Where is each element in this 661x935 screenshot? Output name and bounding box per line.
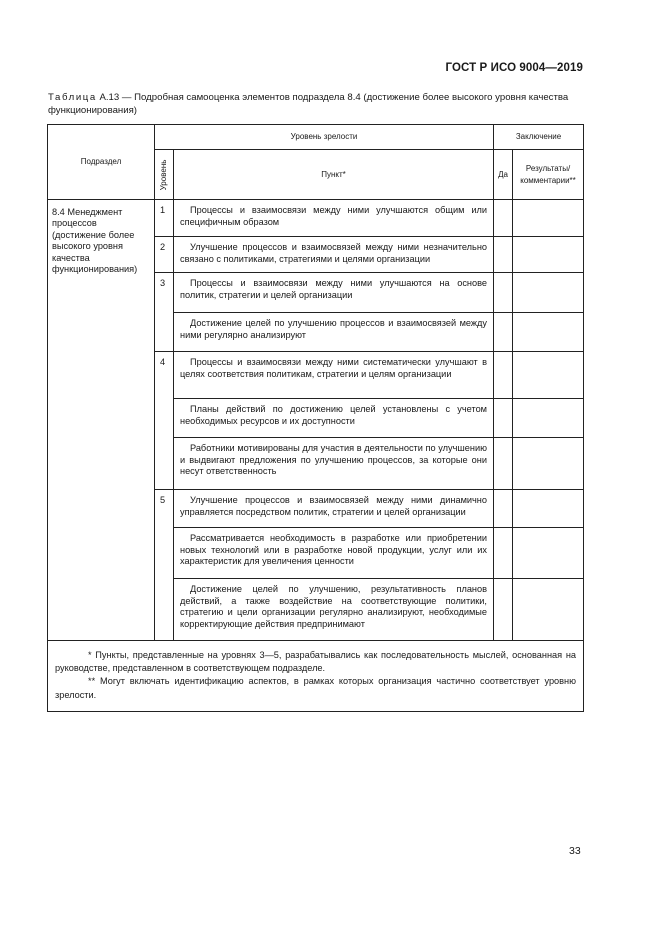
header-level (155, 150, 174, 200)
item-cell (174, 579, 494, 641)
caption-label: Таблица (48, 92, 97, 103)
results-cell (513, 438, 584, 490)
level-number: 3 (155, 273, 174, 352)
item-cell (174, 352, 494, 399)
item-text: Рассматривается необходимость в разработке или приобретении новых технологий или в разработке новой продукции, услуг или их характеристик для увеличения ценности (180, 533, 487, 567)
page-number: 33 (569, 845, 581, 857)
item-cell (174, 237, 494, 273)
notes-row (48, 641, 584, 712)
header-level-text: Уровень (159, 159, 169, 190)
header-maturity: Уровень зрелости (155, 125, 494, 150)
section-cell: 8.4 Менеджмент процессов (достижение более высокого уровня качества функционирования) (48, 200, 155, 641)
yes-cell (494, 352, 513, 399)
footnote-1: * Пункты, представленные на уровнях 3—5, разрабатывались как последовательность мыслей, основанная на руководстве, представленном в соответствующем подразделе. (55, 650, 577, 674)
yes-cell (494, 528, 513, 579)
table-notes (48, 641, 584, 712)
results-cell (513, 528, 584, 579)
level-number: 1 (155, 200, 174, 237)
results-cell (513, 352, 584, 399)
level-number: 2 (155, 237, 174, 273)
item-cell (174, 528, 494, 579)
header-section: Подраздел (48, 125, 155, 200)
item-text: Планы действий по достижению целей установлены с учетом необходимых ресурсов и их доступности (180, 404, 487, 426)
header-item: Пункт* (174, 150, 494, 200)
results-cell (513, 273, 584, 313)
item-text: Достижение целей по улучшению, результативность планов действий, а также воздействие на соответствующие политики, стратегию и цели организации регулярно анализируют, необходимые корректирующие действия предпринимают (180, 584, 487, 629)
results-cell (513, 490, 584, 528)
yes-cell (494, 273, 513, 313)
yes-cell (494, 490, 513, 528)
item-cell (174, 273, 494, 313)
item-text: Процессы и взаимосвязи между ними систематически улучшают в целях соответствия политикам, стратегии и целям организации (180, 357, 487, 379)
yes-cell (494, 438, 513, 490)
results-cell (513, 313, 584, 352)
caption-text: А.13 — Подробная самооценка элементов подраздела 8.4 (достижение более высокого уровня качества функционирования) (48, 92, 569, 116)
level-number: 4 (155, 352, 174, 490)
yes-cell (494, 579, 513, 641)
yes-cell (494, 237, 513, 273)
header-yes: Да (494, 150, 513, 200)
table-caption (48, 91, 582, 117)
yes-cell (494, 200, 513, 237)
header-results: Результаты/ комментарии** (513, 150, 584, 200)
results-cell (513, 399, 584, 438)
level-number: 5 (155, 490, 174, 641)
table-row (48, 200, 584, 237)
item-text: Достижение целей по улучшению процессов и взаимосвязей между ними регулярно анализируют (180, 318, 487, 340)
results-cell (513, 237, 584, 273)
item-cell (174, 438, 494, 490)
footnote-2: ** Могут включать идентификацию аспектов, в рамках которых организация частично соответствует уровню зрелости. (55, 676, 577, 700)
results-cell (513, 200, 584, 237)
yes-cell (494, 313, 513, 352)
yes-cell (494, 399, 513, 438)
item-text: Улучшение процессов и взаимосвязей между ними динамично управляется посредством политик, стратегии и целей организации (180, 495, 487, 517)
item-text: Улучшение процессов и взаимосвязей между ними незначительно связано с политиками, стратегиями и целями организации (180, 242, 487, 264)
item-cell (174, 490, 494, 528)
item-cell (174, 313, 494, 352)
item-cell (174, 399, 494, 438)
item-cell (174, 200, 494, 237)
item-text: Работники мотивированы для участия в деятельности по улучшению и выдвигают предложения по улучшению процессов, за которые они несут ответственность (180, 443, 487, 477)
item-text: Процессы и взаимосвязи между ними улучшаются общим или специфичным образом (180, 205, 487, 227)
header-conclusion: Заключение (494, 125, 584, 150)
document-code: ГОСТ Р ИСО 9004—2019 (445, 62, 583, 74)
item-text: Процессы и взаимосвязи между ними улучшаются на основе политик, стратегии и целей организации (180, 278, 487, 300)
self-assessment-table (47, 124, 584, 712)
results-cell (513, 579, 584, 641)
